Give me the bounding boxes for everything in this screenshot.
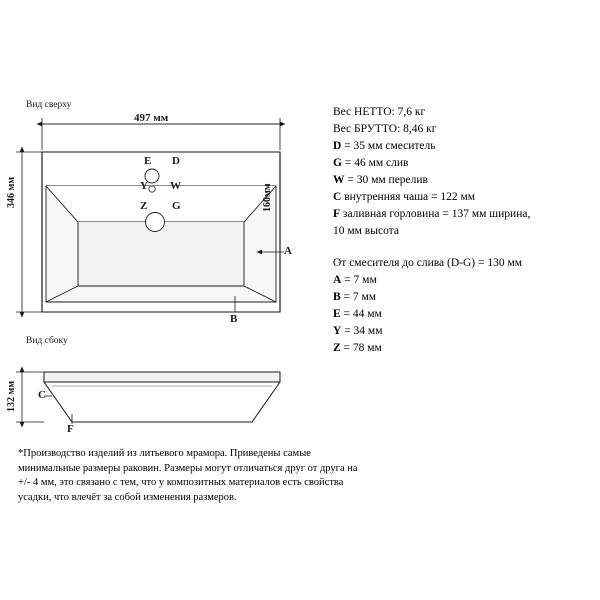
measure-text-a: = 7 мм (341, 274, 377, 286)
spec-spacer (333, 240, 583, 255)
callout-y: Y (140, 180, 148, 192)
footnote-line-1: *Производство изделий из литьевого мрамора. Приведены самые (18, 448, 311, 459)
dimension-side-height: 132 мм (6, 380, 17, 412)
spec-item-c (333, 189, 583, 206)
measure-key-e: E (333, 308, 341, 320)
measure-key-a: A (333, 274, 342, 286)
measure-text-z: = 78 мм (340, 342, 382, 354)
spec-key-d: D (333, 140, 342, 152)
spec-key-c: C (333, 191, 342, 203)
spec-item-f (333, 206, 583, 223)
measure-text-y: = 34 мм (341, 325, 383, 337)
spec-net-weight: Вес НЕТТО: 7,6 кг (333, 106, 426, 118)
measure-z (333, 340, 583, 357)
spec-key-g: G (333, 157, 342, 169)
callout-a: A (284, 245, 292, 257)
measure-b (333, 289, 583, 306)
spec-item-f-cont (333, 223, 583, 240)
footnote-line-4: усадки, что влечёт за собой изменения размеров. (18, 491, 237, 503)
spec-item-w (333, 172, 583, 189)
spec-key-f: F (333, 208, 341, 220)
measure-key-z: Z (333, 342, 341, 354)
spec-gross-weight: Вес БРУТТО: 8,46 кг (333, 123, 437, 135)
measure-y (333, 323, 583, 340)
measure-key-b: B (333, 291, 341, 303)
callout-g: G (172, 200, 181, 212)
dimension-inner-depth: 160мм (262, 183, 273, 212)
spec-text-w: = 30 мм перелив (344, 174, 428, 186)
measure-list (333, 272, 583, 357)
spec-text-d: = 35 мм смеситель (341, 140, 436, 152)
callout-e: E (144, 155, 152, 167)
callout-z: Z (140, 200, 148, 212)
spec-item-d (333, 138, 583, 155)
callout-c: C (38, 389, 46, 401)
callout-w: W (170, 180, 181, 192)
spec-text-f-cont: 10 мм высота (333, 225, 399, 237)
spec-key-w: W (333, 174, 345, 186)
measure-key-y: Y (333, 325, 342, 337)
footnote-line-2: минимальные размеры раковин. Размеры могут отличаться друг от друга на (18, 462, 358, 474)
dimension-width: 497 мм (134, 112, 169, 124)
measure-text-b: = 7 мм (340, 291, 377, 303)
dimension-height: 346 мм (6, 176, 17, 208)
spec-text-f: заливная горловина = 137 мм ширина, (340, 208, 531, 220)
callout-d: D (172, 155, 180, 167)
spec-distance: От смесителя до слива (D-G) = 130 мм (333, 257, 523, 269)
top-view-label: Вид сверху (26, 100, 72, 110)
measure-text-e: = 44 мм (340, 308, 382, 320)
measure-e (333, 306, 583, 323)
spec-item-g (333, 155, 583, 172)
measure-a (333, 272, 583, 289)
callout-b: B (230, 313, 238, 325)
side-view-label: Вид сбоку (26, 336, 68, 346)
spec-text-g: = 46 мм слив (341, 157, 409, 169)
footnote (18, 447, 380, 505)
specifications-panel (333, 104, 583, 357)
callout-f: F (67, 423, 74, 435)
footnote-line-3: +/- 4 мм, это связано с тем, что у композитных материалов есть свойства (18, 477, 344, 488)
spec-text-c: внутренняя чаша = 122 мм (341, 191, 476, 203)
